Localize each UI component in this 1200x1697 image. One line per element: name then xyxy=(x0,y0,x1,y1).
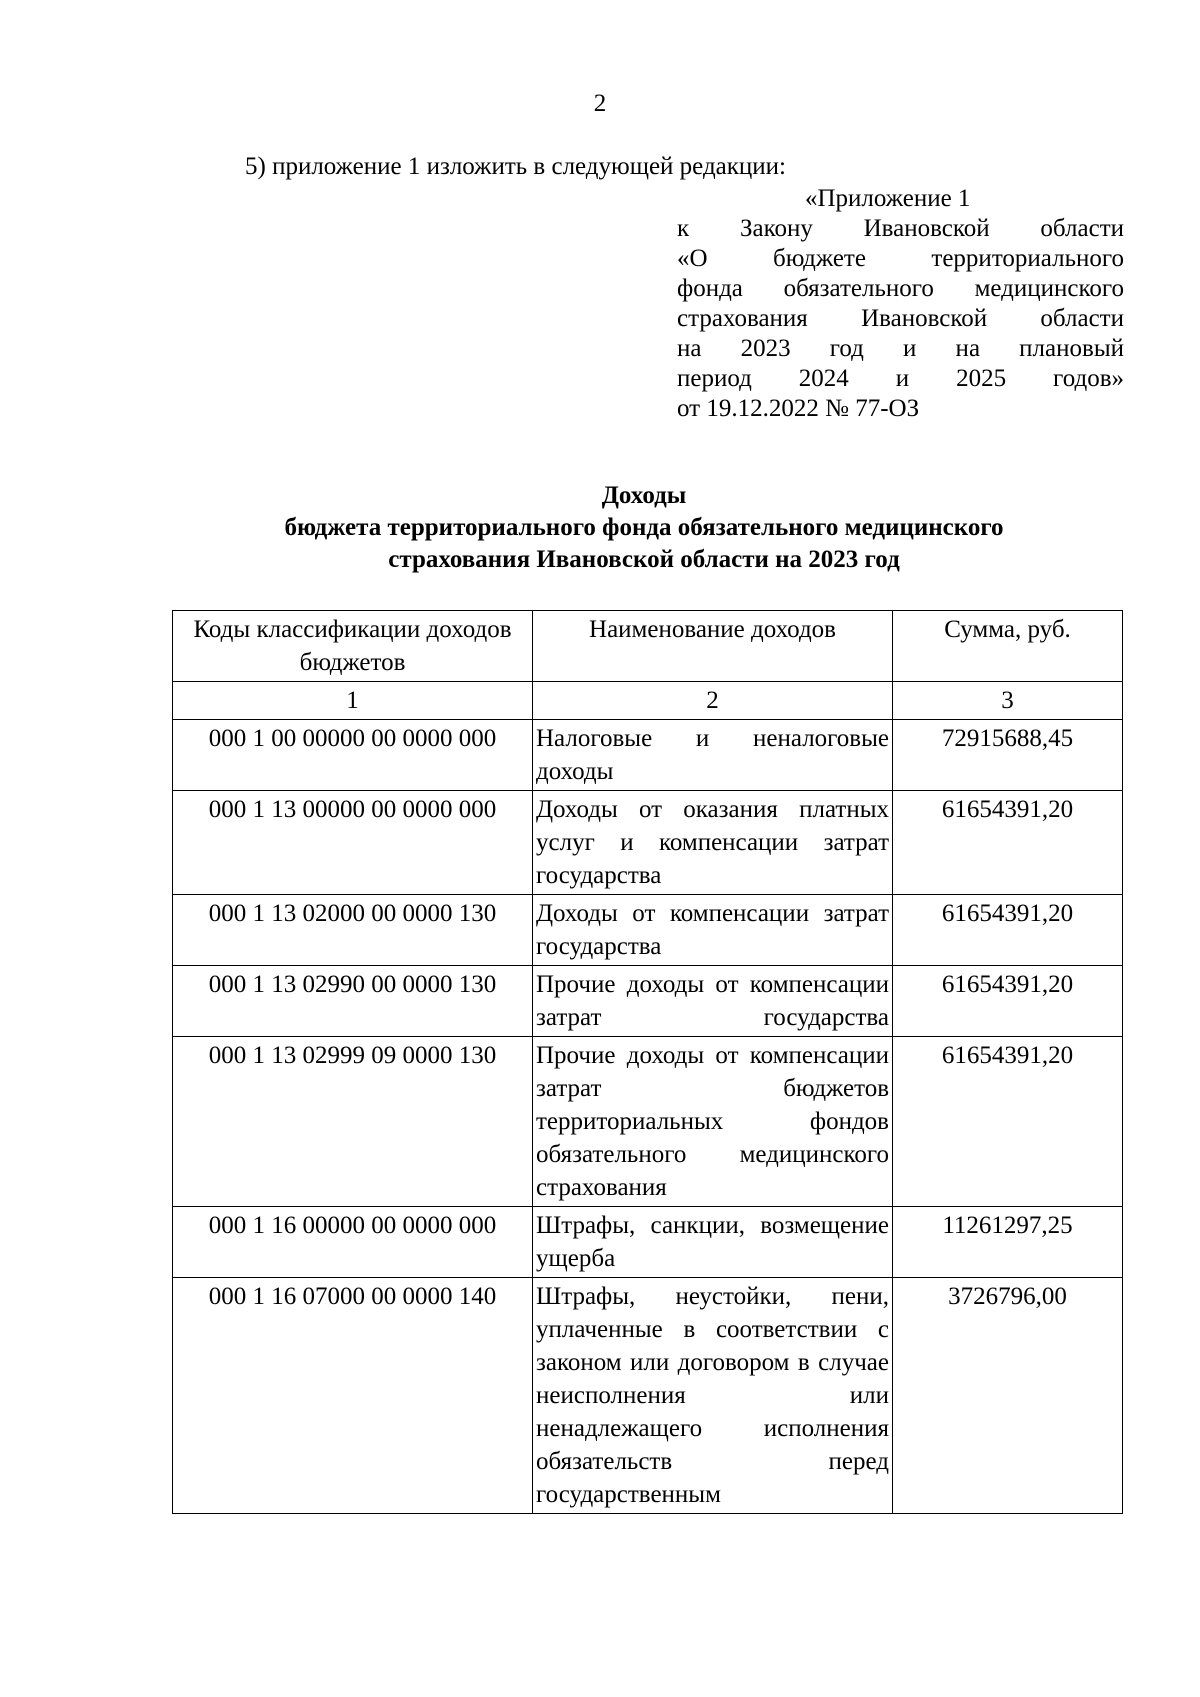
income-amount: 72915688,45 xyxy=(893,720,1123,791)
appendix-heading: «Приложение 1 xyxy=(805,185,971,212)
income-amount: 61654391,20 xyxy=(893,895,1123,966)
header-amount: Сумма, руб. xyxy=(893,611,1123,682)
income-code: 000 1 13 00000 00 0000 000 xyxy=(173,791,533,895)
document-title xyxy=(0,480,1200,576)
column-number: 2 xyxy=(533,682,893,720)
title-line: страхования Ивановской области на 2023 год xyxy=(388,546,900,573)
appendix-reference xyxy=(677,184,1124,424)
title-line: Доходы xyxy=(601,482,687,509)
appendix-line: на 2023 год и на плановый xyxy=(677,335,1124,362)
income-code: 000 1 16 00000 00 0000 000 xyxy=(173,1207,533,1278)
income-amount: 3726796,00 xyxy=(893,1278,1123,1514)
table-row xyxy=(173,1207,1123,1278)
income-code: 000 1 13 02000 00 0000 130 xyxy=(173,895,533,966)
appendix-date-line: от 19.12.2022 № 77-ОЗ xyxy=(677,395,920,422)
income-code: 000 1 13 02999 09 0000 130 xyxy=(173,1037,533,1207)
income-amount: 61654391,20 xyxy=(893,1037,1123,1207)
page-number: 2 xyxy=(593,90,607,117)
table-header-row xyxy=(173,611,1123,682)
column-number: 3 xyxy=(893,682,1123,720)
table-row xyxy=(173,1037,1123,1207)
income-name: Налоговые и неналоговые доходы xyxy=(533,720,893,791)
income-name: Доходы от оказания платных услуг и компенсации затрат государства xyxy=(533,791,893,895)
appendix-line: фонда обязательного медицинского xyxy=(677,275,1124,302)
income-amount: 61654391,20 xyxy=(893,966,1123,1037)
income-table xyxy=(172,610,1123,1514)
title-line: бюджета территориального фонда обязательного медицинского xyxy=(284,514,1004,541)
appendix-line: страхования Ивановской области xyxy=(677,305,1124,332)
header-name: Наименование доходов xyxy=(533,611,893,682)
column-number-row xyxy=(173,682,1123,720)
income-amount: 61654391,20 xyxy=(893,791,1123,895)
income-name: Прочие доходы от компенсации затрат бюджетов территориальных фондов обязательного медицинского страхования xyxy=(533,1037,893,1207)
table-row xyxy=(173,1278,1123,1514)
income-amount: 11261297,25 xyxy=(893,1207,1123,1278)
column-number: 1 xyxy=(173,682,533,720)
income-name: Прочие доходы от компенсации затрат государства xyxy=(533,966,893,1037)
intro-text: 5) приложение 1 изложить в следующей редакции: xyxy=(245,153,786,180)
income-name: Штрафы, неустойки, пени, уплаченные в соответствии с законом или договором в случае неисполнения или ненадлежащего исполнения обязательств перед государственным xyxy=(533,1278,893,1514)
appendix-line: период 2024 и 2025 годов» xyxy=(677,365,1124,392)
income-code: 000 1 16 07000 00 0000 140 xyxy=(173,1278,533,1514)
table-row xyxy=(173,966,1123,1037)
income-name: Штрафы, санкции, возмещение ущерба xyxy=(533,1207,893,1278)
table-row xyxy=(173,791,1123,895)
income-name: Доходы от компенсации затрат государства xyxy=(533,895,893,966)
table-row xyxy=(173,895,1123,966)
income-code: 000 1 00 00000 00 0000 000 xyxy=(173,720,533,791)
appendix-line: к Закону Ивановской области xyxy=(677,215,1124,242)
table-row xyxy=(173,720,1123,791)
appendix-line: «О бюджете территориального xyxy=(677,245,1124,272)
header-codes: Коды классификации доходов бюджетов xyxy=(173,611,533,682)
income-code: 000 1 13 02990 00 0000 130 xyxy=(173,966,533,1037)
